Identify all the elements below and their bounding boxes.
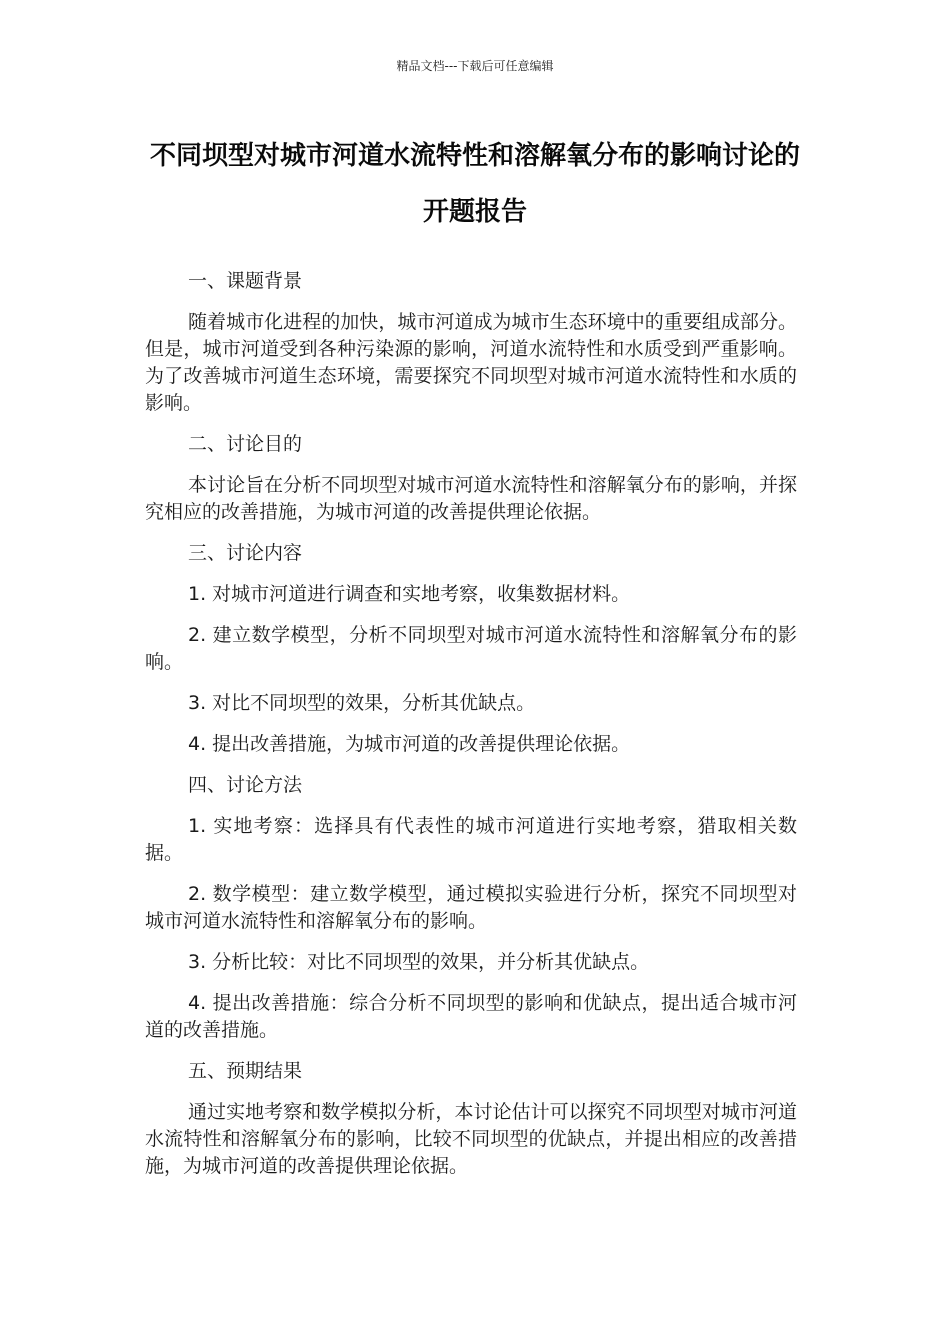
paragraph-expected-results: 通过实地考察和数学模拟分析，本讨论估计可以探究不同坝型对城市河道水流特性和溶解氧分布的影响，比较不同坝型的优缺点，并提出相应的改善措施，为城市河道的改善提供理论依据。: [145, 1101, 797, 1177]
list-item-content-4: 4. 提出改善措施，为城市河道的改善提供理论依据。: [188, 733, 631, 755]
header-note: 精品文档---下载后可任意编辑: [396, 59, 554, 73]
section-heading-content: 三、讨论内容: [188, 542, 303, 564]
paragraph-purpose: 本讨论旨在分析不同坝型对城市河道水流特性和溶解氧分布的影响，并探究相应的改善措施，为城市河道的改善提供理论依据。: [145, 474, 797, 523]
section-heading-methods: 四、讨论方法: [188, 774, 303, 796]
list-item-method-4: 4. 提出改善措施：综合分析不同坝型的影响和优缺点，提出适合城市河道的改善措施。: [145, 992, 797, 1041]
section-heading-purpose: 二、讨论目的: [188, 433, 303, 455]
list-item-content-3: 3. 对比不同坝型的效果，分析其优缺点。: [188, 692, 536, 714]
paragraph-background: 随着城市化进程的加快，城市河道成为城市生态环境中的重要组成部分。但是，城市河道受到各种污染源的影响，河道水流特性和水质受到严重影响。为了改善城市河道生态环境，需要探究不同坝型对城市河道水流特性和水质的影响。: [145, 311, 797, 414]
list-item-method-3: 3. 分析比较：对比不同坝型的效果，并分析其优缺点。: [188, 951, 650, 973]
list-item-method-2: 2. 数学模型：建立数学模型，通过模拟实验进行分析，探究不同坝型对城市河道水流特性和溶解氧分布的影响。: [145, 883, 797, 932]
list-item-method-1: 1. 实地考察：选择具有代表性的城市河道进行实地考察，猎取相关数据。: [145, 815, 797, 864]
document-body: [145, 268, 797, 1194]
list-item-content-1: 1. 对城市河道进行调查和实地考察，收集数据材料。: [188, 583, 631, 605]
document-title: 不同坝型对城市河道水流特性和溶解氧分布的影响讨论的开题报告: [149, 141, 800, 227]
list-item-content-2: 2. 建立数学模型，分析不同坝型对城市河道水流特性和溶解氧分布的影响。: [145, 624, 797, 673]
section-heading-background: 一、课题背景: [188, 270, 303, 292]
section-heading-expected-results: 五、预期结果: [188, 1060, 303, 1082]
